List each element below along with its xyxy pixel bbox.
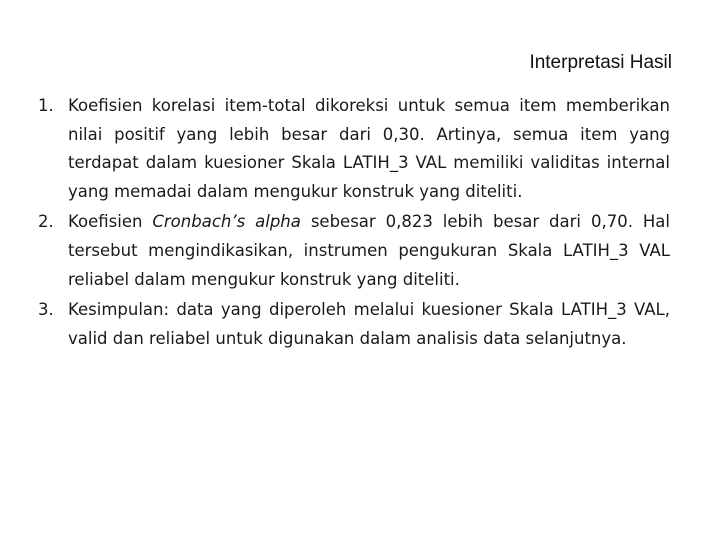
list-item-text: [68, 208, 670, 294]
slide-title: Interpretasi Hasil: [529, 52, 672, 73]
interpretation-list: [38, 92, 670, 355]
list-item: [38, 208, 670, 294]
list-item-number: 3.: [38, 300, 54, 320]
list-item: [38, 296, 670, 353]
list-item-text: Kesimpulan: data yang diperoleh melalui kuesioner Skala LATIH_3 VAL, valid dan reliabel untuk digunakan dalam analisis data selanjutnya.: [68, 300, 670, 348]
list-item-text: Koefisien korelasi item-total dikoreksi untuk semua item memberikan nilai positif yang lebih besar dari 0,30. Artinya, semua item yang terdapat dalam kuesioner Skala LATIH_3 VAL memiliki validitas internal yang memadai dalam mengukur konstruk yang diteliti.: [68, 96, 670, 201]
list-item-text-end: sebesar 0,823 lebih besar dari 0,70. Hal tersebut mengindikasikan, instrumen pengukuran Skala LATIH_3 VAL reliabel dalam mengukur konstruk yang diteliti.: [68, 212, 670, 289]
list-item-number: 1.: [38, 96, 54, 115]
list-item-text-italic: Cronbach’s alpha: [152, 212, 301, 232]
list-item: [38, 92, 670, 206]
list-item-text-start: Koefisien: [68, 212, 153, 232]
list-item-number: 2.: [38, 212, 54, 232]
